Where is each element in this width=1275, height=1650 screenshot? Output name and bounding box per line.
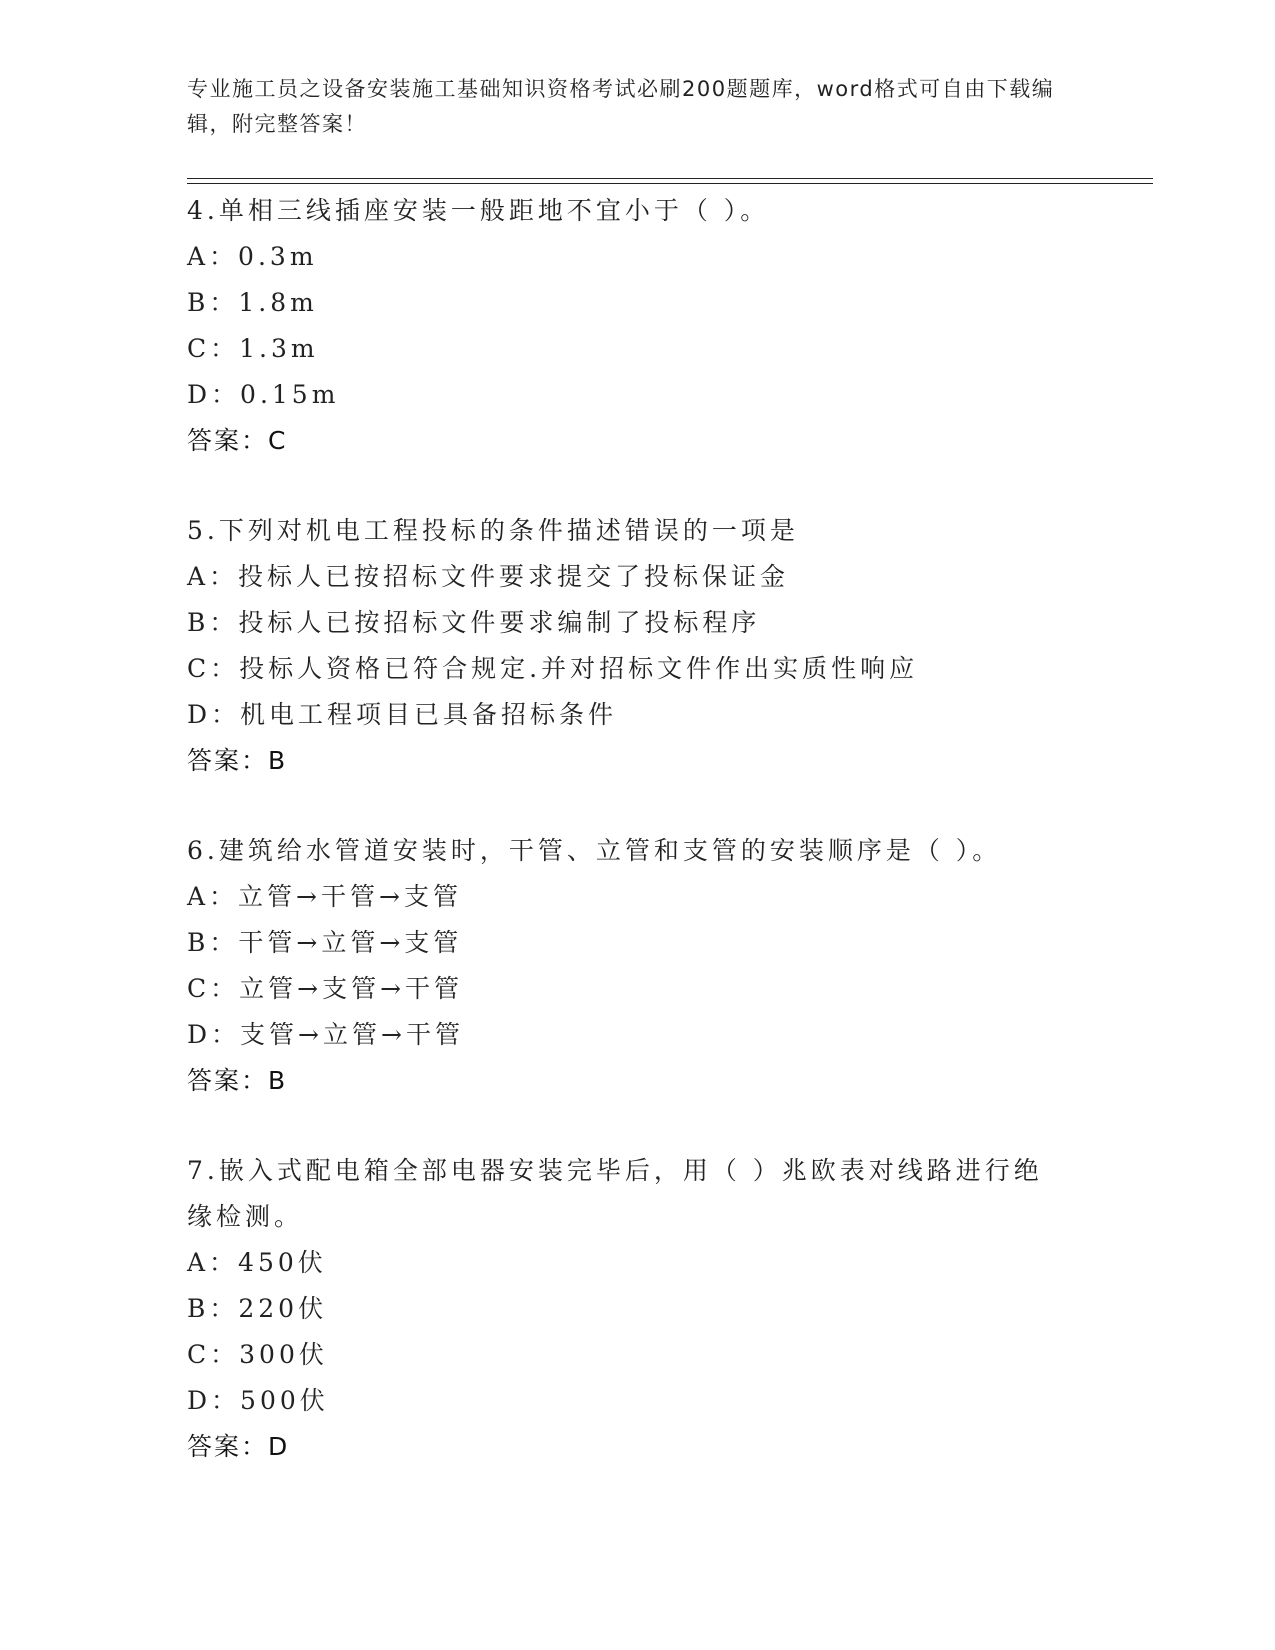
question-6 bbox=[187, 828, 1087, 1104]
option-b: B：干管→立管→支管 bbox=[187, 928, 463, 957]
option-d: D：支管→立管→干管 bbox=[187, 1020, 464, 1049]
question-stem: 6.建筑给水管道安装时，干管、立管和支管的安装顺序是（ ）。 bbox=[187, 836, 1002, 865]
option-b: B：投标人已按招标文件要求编制了投标程序 bbox=[187, 608, 761, 637]
answer-label: 答案：D bbox=[187, 1432, 290, 1461]
question-4 bbox=[187, 188, 1087, 464]
answer-label: 答案：B bbox=[187, 746, 288, 775]
header-divider-top bbox=[187, 178, 1153, 179]
header-divider-bottom bbox=[187, 183, 1153, 184]
option-d: D：0.15m bbox=[187, 380, 340, 409]
answer-label: 答案：C bbox=[187, 426, 288, 455]
option-c: C：1.3m bbox=[187, 334, 319, 363]
option-a: A：立管→干管→支管 bbox=[187, 882, 462, 911]
question-5 bbox=[187, 508, 1087, 784]
option-b: B：220伏 bbox=[187, 1294, 328, 1323]
question-stem: 5.下列对机电工程投标的条件描述错误的一项是 bbox=[187, 516, 799, 545]
option-c: C：投标人资格已符合规定.并对招标文件作出实质性响应 bbox=[187, 654, 919, 683]
option-c: C：立管→支管→干管 bbox=[187, 974, 464, 1003]
option-b: B：1.8m bbox=[187, 288, 318, 317]
option-c: C：300伏 bbox=[187, 1340, 328, 1369]
option-a: A：0.3m bbox=[187, 242, 318, 271]
option-a: A：投标人已按招标文件要求提交了投标保证金 bbox=[187, 562, 790, 591]
answer-label: 答案：B bbox=[187, 1066, 288, 1095]
question-7 bbox=[187, 1148, 1087, 1470]
option-a: A：450伏 bbox=[187, 1248, 327, 1277]
option-d: D：500伏 bbox=[187, 1386, 329, 1415]
question-stem: 7.嵌入式配电箱全部电器安装完毕后，用（ ）兆欧表对线路进行绝缘检测。 bbox=[187, 1156, 1043, 1231]
question-stem: 4.单相三线插座安装一般距地不宜小于（ ）。 bbox=[187, 196, 770, 225]
option-d: D：机电工程项目已具备招标条件 bbox=[187, 700, 618, 729]
document-header: 专业施工员之设备安装施工基础知识资格考试必刷200题题库，word格式可自由下载编辑，附完整答案！ bbox=[187, 77, 1055, 136]
